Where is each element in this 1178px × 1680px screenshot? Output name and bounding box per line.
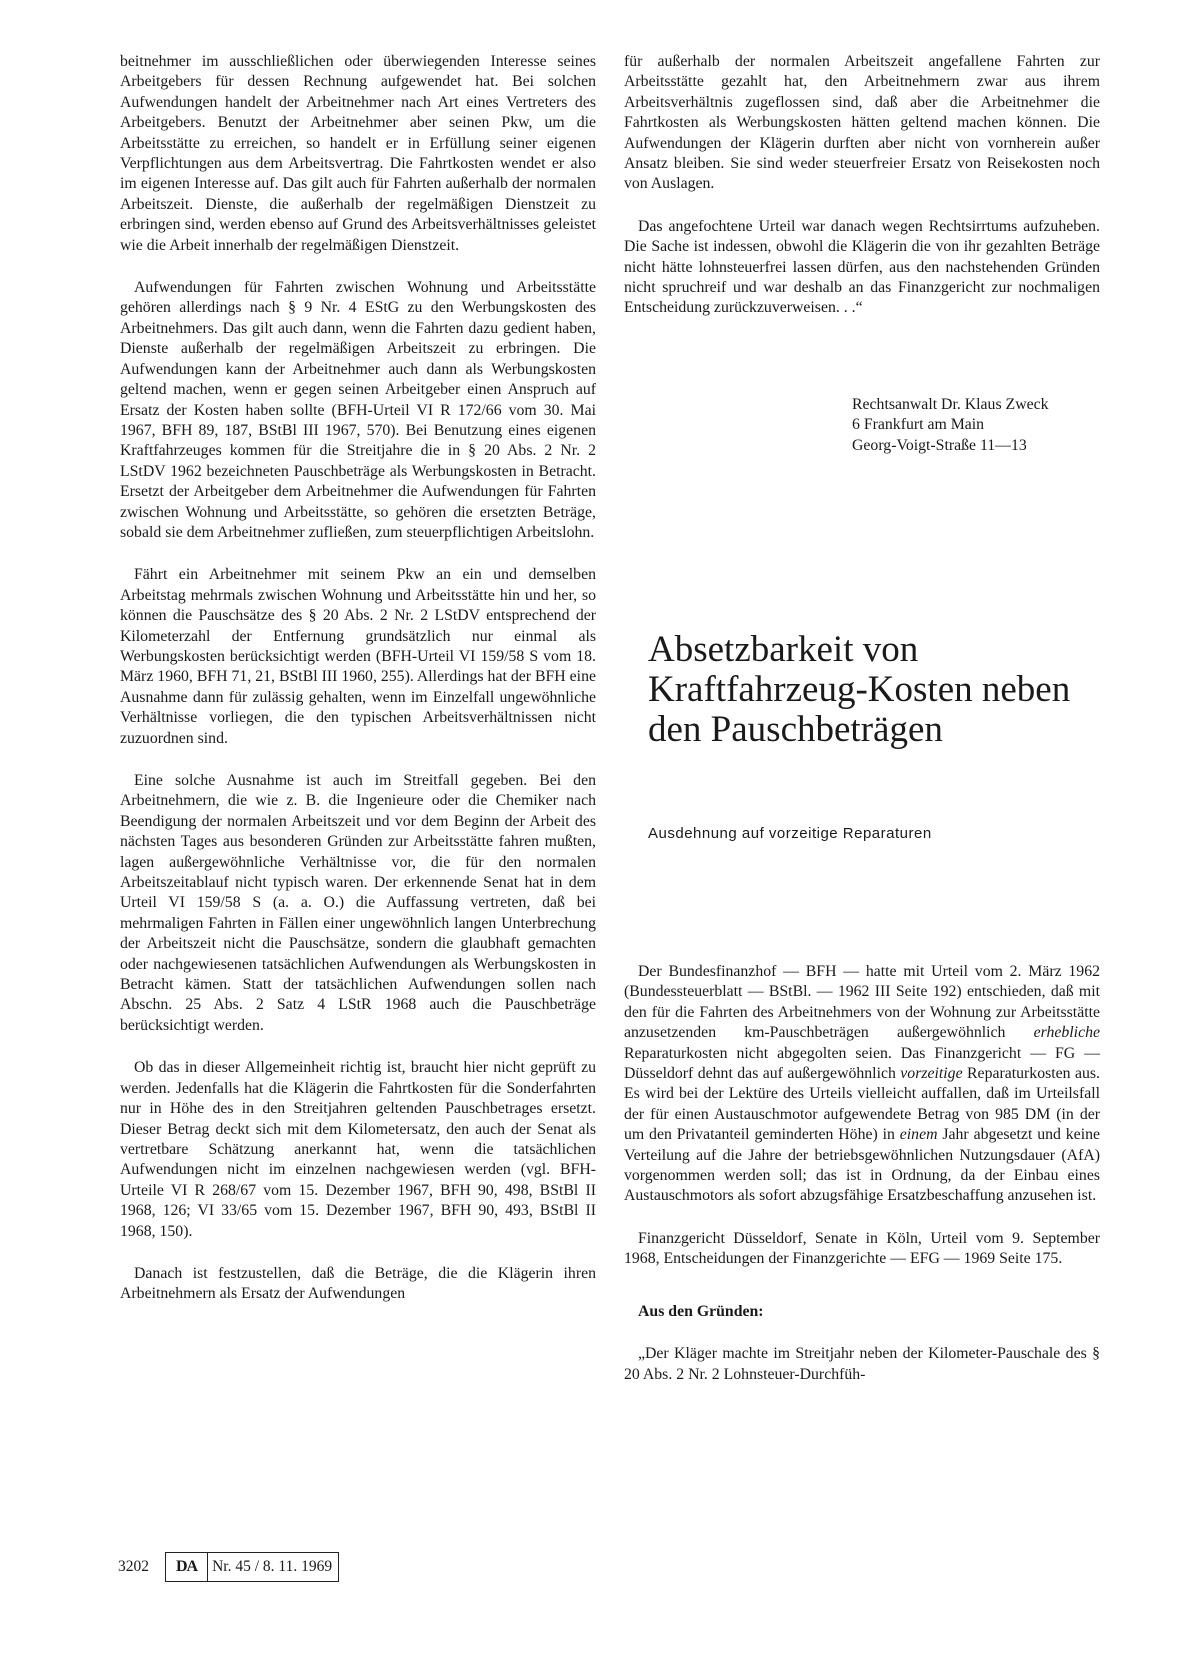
publication-logo: DA: [166, 1553, 208, 1581]
signature-line: 6 Frankfurt am Main: [852, 416, 985, 434]
intro-paragraph: [624, 962, 1100, 1207]
signature-line: Rechtsanwalt Dr. Klaus Zweck: [852, 396, 1049, 413]
article-subtitle: Ausdehnung auf vorzeitige Reparaturen: [648, 825, 932, 842]
intro-text: Jahr abgesetzt und keine Verteilung auf die Jahre der betriebsgewöhnlichen Nutzungsdauer (AfA) vorgenommen werden soll; das ist in Ordnung, da der Einbau eines Austauschmotors als sofort abzugsfähige Ersatzbeschaffung anzusehen ist.: [624, 1126, 1100, 1205]
quote-paragraph: „Der Kläger machte im Streitjahr neben der Kilometer-Pauschale des § 20 Abs. 2 Nr. 2 Lohnsteuer-Durchfüh-: [624, 1345, 1100, 1383]
intro-text: Reparaturkosten nicht abgegolten seien. Das Finanzgericht — FG — Düsseldorf dehnt das auf außergewöhnlich: [624, 1044, 1100, 1083]
paragraph: für außerhalb der normalen Arbeitszeit angefallene Fahrten zur Arbeitsstätte gezahlt hat, den Arbeitnehmern zwar aus ihrem Arbeitsverhältnis zugeflossen sind, daß aber die Arbeitnehmer die Fahrtkosten als Werbungskosten hätten geltend machen können. Die Aufwendungen der Klägerin durften aber nicht von vornherein außer Ansatz bleiben. Sie sind weder steuerfreier Ersatz von Reisekosten noch von Auslagen.: [624, 53, 1100, 193]
title-line: den Pauschbeträgen: [648, 709, 943, 750]
signature-line: Georg-Voigt-Straße 11—13: [852, 436, 1027, 454]
section-heading: Aus den Gründen:: [638, 1302, 764, 1320]
issue-info: Nr. 45 / 8. 11. 1969: [212, 1558, 333, 1575]
title-line: Kraftfahrzeug-Kosten neben: [648, 669, 1071, 710]
article-title: [648, 630, 1118, 750]
paragraph: Das angefochtene Urteil war danach wegen Rechtsirrtums aufzuheben. Die Sache ist indessen, obwohl die Klägerin die von ihr gezahlten Beträge nicht hätte lohnsteuerfrei lassen dürfen, aus den nachstehenden Gründen nicht spruchreif und war deshalb an das Finanzgericht zur nochmaligen Entscheidung zurückzuverweisen. . .“: [624, 217, 1100, 317]
page-footer: [118, 1552, 339, 1582]
issue-box: [165, 1552, 339, 1582]
paragraph: beitnehmer im ausschließlichen oder überwiegenden Interesse seines Arbeitgebers für dessen Rechnung aufgewendet hat. Bei solchen Aufwendungen handelt der Arbeitnehmer nach Art eines Vertreters des Arbeitgebers. Benutzt der Arbeitnehmer aber seinen Pkw, um die Arbeitsstätte zu erreichen, so handelt er in Erfüllung seiner eigenen Verpflichtungen aus dem Arbeitsvertrag. Die Fahrtkosten wendet er also im eigenen Interesse auf. Das gilt auch für Fahrten außerhalb der normalen Arbeitszeit. Dienste, die außerhalb der regelmäßigen Dienstzeit zu erbringen sind, werden ebenso auf Grund des Arbeitsverhältnisses geleistet wie die Arbeit innerhalb der regelmäßigen Dienstzeit.: [120, 53, 596, 254]
author-signature: [852, 395, 1049, 456]
right-column-top: [624, 52, 1100, 319]
article-body: [624, 962, 1100, 1385]
paragraph: Aufwendungen für Fahrten zwischen Wohnung und Arbeitsstätte gehören allerdings nach § 9 Nr. 4 EStG zu den Werbungskosten des Arbeitnehmers. Das gilt auch dann, wenn die Fahrten dazu gedient haben, Dienste außerhalb der regelmäßigen Arbeitszeit zu erbringen. Die Aufwendungen kann der Arbeitnehmer auch dann als Werbungskosten geltend machen, wenn er gegen seinen Arbeitgeber einen Anspruch auf Ersatz der Kosten haben sollte (BFH-Urteil VI R 172/66 vom 30. Mai 1967, BFH 89, 187, BStBl III 1967, 570). Bei Benutzung eines eigenen Kraftfahrzeuges kommen für die Streitjahre die in § 20 Abs. 2 Nr. 2 LStDV 1962 bezeichneten Pauschbeträge als Werbungskosten in Betracht. Ersetzt der Arbeitgeber dem Arbeitnehmer die Aufwendungen für Fahrten zwischen Wohnung und Arbeitsstätte, so gehören die ersetzten Beträge, sobald sie dem Arbeitnehmer zufließen, zum steuerpflichtigen Arbeitslohn.: [120, 279, 596, 541]
emphasis: erhebliche: [1033, 1024, 1100, 1042]
paragraph: Danach ist festzustellen, daß die Beträge, die die Klägerin ihren Arbeitnehmern als Ersatz der Aufwendungen: [120, 1264, 596, 1303]
citation: Finanzgericht Düsseldorf, Senate in Köln, Urteil vom 9. September 1968, Entscheidungen der Finanzgerichte — EFG — 1969 Seite 175.: [624, 1229, 1100, 1268]
intro-text: Reparaturkosten aus. Es wird bei der Lektüre des Urteils vielleicht auffallen, daß im Urteilsfall der für einen Austauschmotor aufgewendete Betrag von 985 DM (in der um den Privatanteil geminderten Höhe) in: [624, 1065, 1100, 1144]
left-column: [120, 52, 596, 1305]
page-number: 3202: [118, 1558, 149, 1575]
emphasis: einem: [899, 1126, 938, 1144]
emphasis: vorzeitige: [900, 1065, 963, 1083]
intro-text: Der Bundesfinanzhof — BFH — hatte mit Urteil vom 2. März 1962 (Bundessteuerblatt — BStBl. — 1962 III Seite 192) entschieden, daß mit den für die Fahrten des Arbeitnehmers von der Wohnung zur Arbeitsstätte anzusetzenden km-Pauschbeträgen außergewöhnlich: [624, 963, 1100, 1042]
title-line: Absetzbarkeit von: [648, 629, 919, 670]
paragraph: Eine solche Ausnahme ist auch im Streitfall gegeben. Bei den Arbeitnehmern, die wie z. B. die Ingenieure oder die Chemiker nach Beendigung der normalen Arbeitszeit und vor dem Beginn der Arbeit des nächsten Tages aus besonderen Gründen zur Arbeitsstätte fahren mußten, lagen außergewöhnliche Verhältnisse vor, die für den normalen Arbeitszeitablauf nicht typisch waren. Der erkennende Senat hat in dem Urteil VI 159/58 S (a. a. O.) die Auffassung vertreten, daß bei mehrmaligen Fahrten in Fällen einer ungewöhnlich langen Unterbrechung der Arbeitszeit nicht die Pauschsätze, sondern die glaubhaft gemachten oder nachgewiesenen tatsächlichen Aufwendungen als Werbungskosten in Betracht kämen. Statt der tatsächlichen Aufwendungen sollen nach Abschn. 25 Abs. 2 Satz 4 LStR 1968 auch die Pauschbeträge berücksichtigt werden.: [120, 772, 596, 1034]
paragraph: Fährt ein Arbeitnehmer mit seinem Pkw an ein und demselben Arbeitstag mehrmals zwischen Wohnung und Arbeitsstätte hin und her, so können die Pauschsätze des § 20 Abs. 2 Nr. 2 LStDV entsprechend der Kilometerzahl der Entfernung grundsätzlich nur einmal als Werbungskosten berücksichtigt werden (BFH-Urteil VI 159/58 S vom 18. März 1960, BFH 71, 21, BStBl III 1960, 255). Allerdings hat der BFH eine Ausnahme dann für zulässig gehalten, wenn im Einzelfall ungewöhnliche Verhältnisse vorliegen, die den typischen Arbeitsverhältnissen nicht zuzuordnen sind.: [120, 566, 596, 747]
paragraph: Ob das in dieser Allgemeinheit richtig ist, braucht hier nicht geprüft zu werden. Jedenfalls hat die Klägerin die Fahrtkosten für die Sonderfahrten nur in Höhe des in den Streitjahren geltenden Pauschbetrages ersetzt. Dieser Betrag deckt sich mit dem Kilometersatz, den auch der Senat als vertretbare Schätzung anerkannt hat, wenn die tatsächlichen Aufwendungen nicht im einzelnen nachgewiesen werden (vgl. BFH-Urteile VI R 268/67 vom 15. Dezember 1967, BFH 90, 498, BStBl II 1968, 126; VI 33/65 vom 15. Dezember 1967, BFH 90, 493, BStBl II 1968, 150).: [120, 1059, 596, 1240]
